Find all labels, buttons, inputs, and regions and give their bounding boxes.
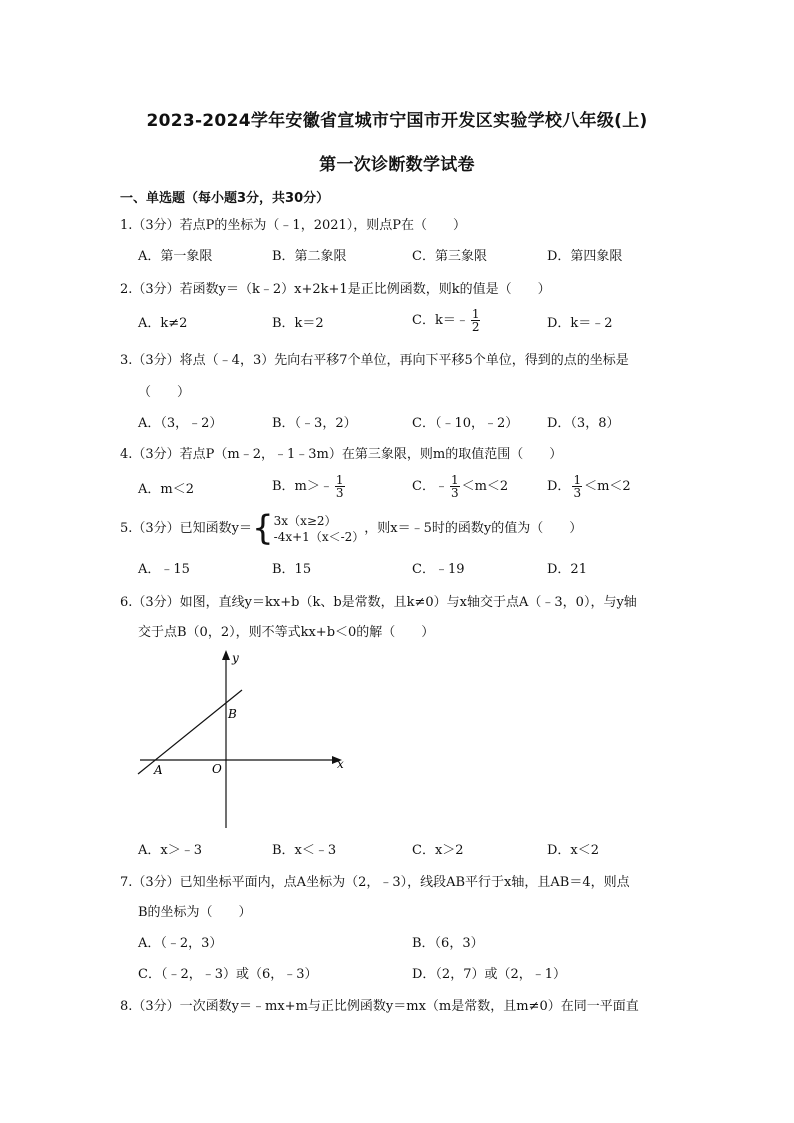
q5-case-2: -4x+1（x＜-2） [273, 529, 365, 544]
fraction-denominator: 3 [450, 486, 459, 500]
q6-stem: 6.（3分）如图，直线y＝kx+b（k、b是常数，且k≠0）与x轴交于点A（﹣3，0），与y轴 [120, 595, 637, 610]
q2-option-c [412, 308, 482, 333]
q6-option-a: A．x＞﹣3 [138, 843, 202, 858]
q1-option-b: B．第二象限 [272, 249, 347, 264]
q5-option-a: A．﹣15 [138, 562, 190, 577]
q4-option-b-prefix: B．m＞﹣ [272, 479, 333, 494]
q6-option-b: B．x＜﹣3 [272, 843, 337, 858]
q2-option-c-prefix: C．k＝﹣ [412, 313, 469, 328]
q3-stem-cont: （ ） [138, 385, 191, 400]
q3-option-a: A．（3，﹣2） [138, 416, 223, 431]
q5-stem-suffix: ，则x＝﹣5时的函数y的值为（ ） [364, 521, 583, 536]
q1-stem: 1.（3分）若点P的坐标为（﹣1，2021），则点P在（ ） [120, 218, 467, 233]
q1-option-c: C．第三象限 [412, 249, 487, 264]
q5-option-b: B．15 [272, 562, 312, 577]
q5-option-d: D．21 [547, 562, 587, 577]
q1-option-d: D．第四象限 [547, 249, 623, 264]
q3-stem: 3.（3分）将点（﹣4，3）先向右平移7个单位，再向下平移5个单位，得到的点的坐标是 [120, 353, 629, 368]
q3-option-c: C．（﹣10，﹣2） [412, 416, 519, 431]
y-axis-label: y [232, 651, 239, 665]
q4-option-c-suffix: ＜m＜2 [461, 479, 509, 494]
fraction-denominator: 3 [335, 486, 344, 500]
q4-option-c [412, 474, 508, 499]
q7-stem-cont: B的坐标为（ ） [138, 905, 252, 920]
point-a-label: A [154, 763, 163, 777]
q5-stem-prefix: 5.（3分）已知函数y＝ [120, 521, 253, 536]
exam-title-line1: 2023-2024学年安徽省宣城市宁国市开发区实验学校八年级(上) [146, 111, 648, 131]
q4-option-d-suffix: ＜m＜2 [584, 479, 631, 494]
q8-stem: 8.（3分）一次函数y＝﹣mx+m与正比例函数y＝mx（m是常数，且m≠0）在同一平面直 [120, 999, 639, 1014]
q6-stem-cont: 交于点B（0，2），则不等式kx+b＜0的解（ ） [138, 625, 435, 640]
left-brace-icon: { [252, 508, 274, 549]
point-b-label: B [228, 707, 237, 721]
q2-option-c-fraction [471, 308, 481, 333]
section-heading: 一、单选题（每小题3分，共30分） [120, 191, 330, 206]
q4-option-d [547, 474, 631, 499]
q7-stem: 7.（3分）已知坐标平面内，点A坐标为（2，﹣3），线段AB平行于x轴，且AB＝4，则点 [120, 875, 630, 890]
q4-option-b [272, 474, 347, 499]
x-axis-label: x [337, 757, 344, 771]
q6-option-d: D．x＜2 [547, 843, 600, 858]
q6-option-c: C．x＞2 [412, 843, 464, 858]
y-axis-arrow-icon [222, 650, 230, 660]
exam-title-line2: 第一次诊断数学试卷 [319, 155, 475, 175]
q3-option-b: B．（﹣3，2） [272, 416, 357, 431]
q4-option-c-fraction [450, 474, 460, 499]
q7-option-c: C．（﹣2，﹣3）或（6，﹣3） [138, 967, 318, 982]
q5-piecewise-cases [274, 513, 365, 545]
q4-option-d-fraction [572, 474, 582, 499]
q4-option-a: A．m＜2 [138, 482, 194, 497]
q5-option-c: C．﹣19 [412, 562, 465, 577]
q7-option-d: D．（2，7）或（2，﹣1） [412, 967, 567, 982]
q7-option-b: B．（6，3） [412, 936, 484, 951]
origin-label: O [212, 762, 222, 776]
q5-stem [120, 510, 582, 548]
q4-stem: 4.（3分）若点P（m﹣2，﹣1﹣3m）在第三象限，则m的取值范围（ ） [120, 447, 563, 462]
q2-option-a: A．k≠2 [138, 316, 188, 331]
fraction-denominator: 3 [573, 486, 582, 500]
q4-option-c-prefix: C．﹣ [412, 479, 448, 494]
q5-case-1: 3x（x≥2） [273, 513, 337, 528]
fraction-numerator: 1 [573, 473, 582, 487]
q6-figure [134, 648, 354, 833]
q4-option-d-prefix: D． [547, 479, 571, 494]
fraction-numerator: 1 [450, 473, 459, 487]
q1-option-a: A．第一象限 [138, 249, 213, 264]
q7-option-a: A．（﹣2，3） [138, 936, 223, 951]
q4-option-b-fraction [335, 474, 345, 499]
fraction-denominator: 2 [471, 320, 480, 334]
q2-stem: 2.（3分）若函数y＝（k﹣2）x+2k+1是正比例函数，则k的值是（ ） [120, 282, 551, 297]
q3-option-d: D．（3，8） [547, 416, 620, 431]
q2-option-d: D．k＝﹣2 [547, 316, 613, 331]
q2-option-b: B．k＝2 [272, 316, 324, 331]
fraction-numerator: 1 [471, 307, 480, 321]
fraction-numerator: 1 [335, 473, 344, 487]
